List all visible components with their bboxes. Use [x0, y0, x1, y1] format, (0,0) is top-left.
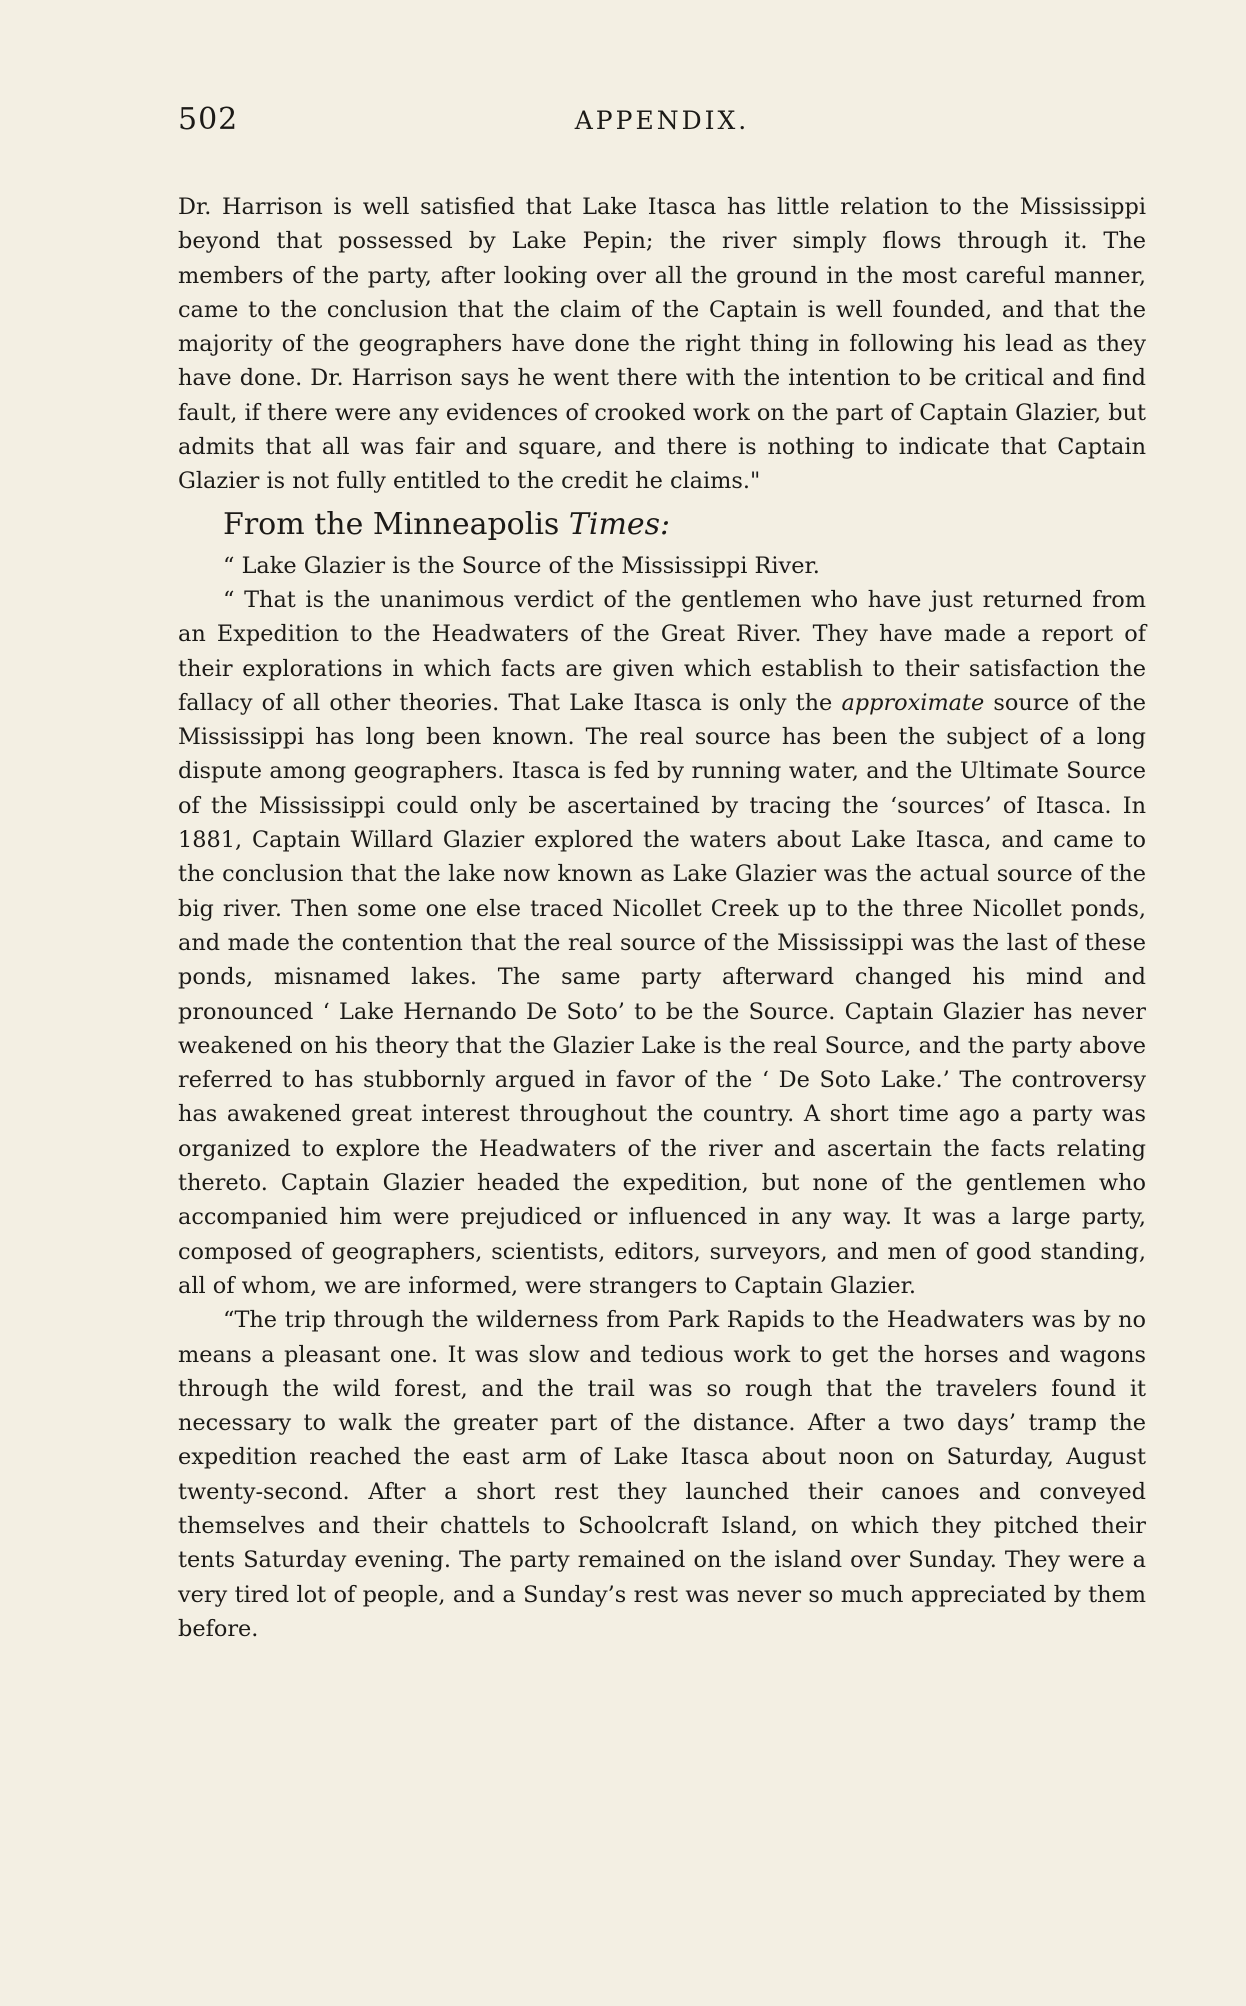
paragraph-lake-glazier-source: “ Lake Glazier is the Source of the Mississippi River. — [223, 552, 820, 579]
subheading-newspaper-name: Times: — [568, 506, 671, 542]
verdict-italic-word: approximate — [841, 689, 985, 716]
running-head: APPENDIX. — [574, 106, 750, 135]
section-subheading — [223, 501, 1146, 549]
verdict-text-part-1: “ That is the unanimous verdict of the gentlemen who have just returned from an Expedition to the Headwaters of the Great River. They have made a report of their explorations in which facts are given which establish to their satisfaction the fallacy of all other theories. That Lake Itasca is only the — [178, 586, 1146, 716]
paragraph-trip-through-wilderness: “The trip through the wilderness from Park Rapids to the Headwaters was by no means a pleasant one. It was slow and tedious work to get the horses and wagons through the wild forest, and the trail was so rough that the travelers found it necessary to walk the greater part of the distance. After a two days’ tramp the expedition reached the east arm of Lake Itasca about noon on Saturday, August twenty-second. After a short rest they launched their canoes and conveyed themselves and their chattels to Schoolcraft Island, on which they pitched their tents Saturday evening. The party remained on the island over Sunday. They were a very tired lot of people, and a Sunday’s rest was never so much appreciated by them before. — [178, 1307, 1146, 1642]
page-body — [178, 190, 1146, 1646]
paragraph-harrison: Dr. Harrison is well satisfied that Lake Itasca has little relation to the Mississippi beyond that possessed by Lake Pepin; the river simply flows through it. The members of the party, after looking over all the ground in the most careful manner, came to the conclusion that the claim of the Captain is well founded, and that the majority of the geographers have done the right thing in following his lead as they have done. Dr. Harrison says he went there with the intention to be critical and find fault, if there were any evidences of crooked work on the part of Captain Glazier, but admits that all was fair and square, and there is nothing to indicate that Captain Glazier is not fully entitled to the credit he claims." — [178, 194, 1146, 495]
page-header — [178, 102, 1146, 146]
paragraph-unanimous-verdict — [178, 583, 1146, 1303]
page-number: 502 — [178, 102, 239, 137]
verdict-text-part-2: source of the Mississippi has long been known. The real source has been the subject of a long dispute among geographers. Itasca is fed by running water, and the Ultimate Source of the Mississippi could only be ascertained by tracing the ‘sources’ of Itasca. In 1881, Captain Willard Glazier explored the waters about Lake Itasca, and came to the conclusion that the lake now known as Lake Glazier was the actual source of the big river. Then some one else traced Nicollet Creek up to the three Nicollet ponds, and made the contention that the real source of the Mississippi was the last of these ponds, misnamed lakes. The same party afterward changed his mind and pronounced ‘ Lake Hernando De Soto’ to be the Source. Captain Glazier has never weakened on his theory that the Glazier Lake is the real Source, and the party above referred to has stubbornly argued in favor of the ‘ De Soto Lake.’ The controversy has awakened great interest throughout the country. A short time ago a party was organized to explore the Headwaters of the river and ascertain the facts relating thereto. Captain Glazier headed the expedition, but none of the gentlemen who accompanied him were prejudiced or influenced in any way. It was a large party, composed of geographers, scientists, editors, surveyors, and men of good standing, all of whom, we are informed, were strangers to Captain Glazier. — [178, 689, 1146, 1299]
subheading-prefix: From the Minneapolis — [223, 506, 569, 542]
